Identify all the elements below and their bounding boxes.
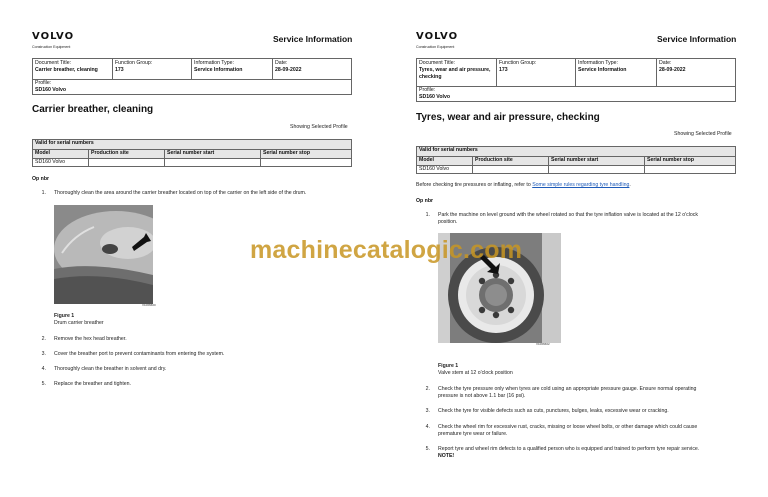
col-serial-stop: Serial number stop (263, 150, 310, 156)
intro-text (416, 182, 631, 189)
step-number: 5. (425, 446, 430, 452)
step-number: 4. (41, 366, 46, 372)
intro-suffix: . (629, 182, 631, 188)
cell-production-site (473, 166, 549, 174)
drum-photo (54, 205, 153, 304)
function-group-value: 173 (115, 67, 124, 73)
page-title: Carrier breather, cleaning (32, 104, 154, 115)
step-1-text-line1: Park the machine on level ground with the wheel rotated so that the tyre inflation valve is located at the 12 o'clock (438, 212, 698, 218)
figure-caption: Drum carrier breather (54, 320, 104, 326)
volvo-logo: VOLVO (32, 31, 75, 42)
step-2-text-line1: Check the tyre pressure only when tyres are cold using an appropriate pressure gauge. Ensure normal operating (438, 386, 697, 392)
note-label: NOTE! (438, 453, 455, 459)
function-group-label: Function Group: (499, 60, 537, 66)
date-label: Date: (659, 60, 672, 66)
figure-code: V1066600 (142, 303, 156, 307)
information-type-value: Service Information (578, 67, 627, 73)
profile-label: Profile: (419, 87, 436, 93)
figure-caption: Valve stem at 12 o'clock position (438, 370, 513, 376)
cell-model: SD160 Volvo (33, 159, 89, 167)
step-4-text-line1: Check the wheel rim for excessive rust, cracks, missing or loose wheel bolts, or other damage which could cause (438, 424, 698, 430)
information-type-label: Information Type: (578, 60, 618, 66)
tyre-handling-rules-link[interactable]: Some simple rules regarding tyre handling (532, 182, 630, 188)
step-5-text: Replace the breather and tighten. (54, 381, 132, 387)
figure-label: Figure 1 (438, 363, 459, 369)
step-5-text: Report tyre and wheel rim defects to a qualified person who is equipped and trained to perform tyre repair service. (438, 446, 700, 452)
col-model: Model (33, 150, 89, 158)
col-production-site: Production site (473, 157, 549, 165)
profile-label: Profile: (35, 80, 52, 86)
document-meta-table (416, 58, 736, 102)
step-number: 3. (425, 408, 430, 414)
figure-code: V1066602 (536, 342, 550, 346)
cell-serial-stop (261, 159, 351, 167)
information-type-label: Information Type: (194, 60, 234, 66)
col-model: Model (417, 157, 473, 165)
intro-prefix: Before checking tire pressures or inflating, refer to (416, 182, 533, 188)
function-group-value: 173 (499, 67, 508, 73)
function-group-label: Function Group: (115, 60, 153, 66)
date-value: 28-09-2022 (659, 67, 686, 73)
step-4-text: Thoroughly clean the breather in solvent and dry. (54, 366, 167, 372)
cell-serial-stop (645, 166, 735, 174)
volvo-logo: VOLVO (416, 31, 459, 42)
step-number: 5. (41, 381, 46, 387)
table-header-row (417, 157, 735, 165)
doc-title-value-continued: checking (419, 74, 442, 80)
cell-production-site (89, 159, 165, 167)
col-production-site: Production site (89, 150, 165, 158)
logo-subtitle: Construction Equipment (416, 45, 455, 49)
table-caption: Valid for serial numbers (419, 147, 478, 153)
service-information-heading: Service Information (657, 34, 737, 44)
step-1-text-line2: position. (438, 219, 458, 225)
logo-subtitle: Construction Equipment (32, 45, 71, 49)
table-row (33, 159, 351, 167)
showing-selected-profile: Showing Selected Profile (674, 131, 732, 137)
information-type-value: Service Information (194, 67, 243, 73)
step-2-text-line2: pressure is not above 1.1 bar (16 psi). (438, 393, 526, 399)
doc-title-value: Tyres, wear and air pressure, (419, 67, 491, 73)
watermark-text: machinecatalogic.com (250, 236, 523, 264)
cell-serial-start (549, 166, 645, 174)
cell-serial-start (165, 159, 261, 167)
showing-selected-profile: Showing Selected Profile (290, 124, 348, 130)
profile-value: SD160 Volvo (35, 87, 67, 93)
profile-value: SD160 Volvo (419, 94, 451, 100)
date-value: 28-09-2022 (275, 67, 302, 73)
document-meta-table (32, 58, 352, 95)
step-number: 1. (425, 212, 430, 218)
step-number: 4. (425, 424, 430, 430)
doc-title-label: Document Title: (419, 60, 456, 66)
step-number: 2. (41, 336, 46, 342)
serial-validity-table (416, 146, 736, 174)
col-serial-start: Serial number start (549, 157, 645, 165)
cell-model: SD160 Volvo (417, 166, 473, 174)
drum-carrier-breather-image (54, 205, 153, 304)
table-header-row (33, 150, 351, 158)
step-3-text: Cover the breather port to prevent contaminants from entering the system. (54, 351, 225, 357)
step-4-text-line2: premature tyre wear or failure. (438, 431, 508, 437)
table-caption: Valid for serial numbers (35, 140, 94, 146)
step-3-text: Check the tyre for visible defects such as cuts, punctures, bulges, leaks, excessive wear or cracking. (438, 408, 669, 414)
serial-validity-table (32, 139, 352, 167)
op-nbr-label: Op nbr (416, 198, 434, 204)
table-row (417, 166, 735, 174)
col-serial-stop: Serial number stop (647, 157, 694, 163)
step-number: 3. (41, 351, 46, 357)
op-nbr-label: Op nbr (32, 176, 50, 182)
date-label: Date: (275, 60, 288, 66)
figure-label: Figure 1 (54, 313, 75, 319)
step-2-text: Remove the hex head breather. (54, 336, 127, 342)
col-serial-start: Serial number start (165, 150, 261, 158)
step-1-text: Thoroughly clean the area around the carrier breather located on top of the carrier on the left side of the drum. (54, 190, 307, 196)
service-information-heading: Service Information (273, 34, 353, 44)
doc-title-label: Document Title: (35, 60, 72, 66)
page-title: Tyres, wear and air pressure, checking (416, 112, 600, 123)
doc-title-value: Carrier breather, cleaning (35, 67, 98, 73)
step-number: 2. (425, 386, 430, 392)
step-number: 1. (41, 190, 46, 196)
